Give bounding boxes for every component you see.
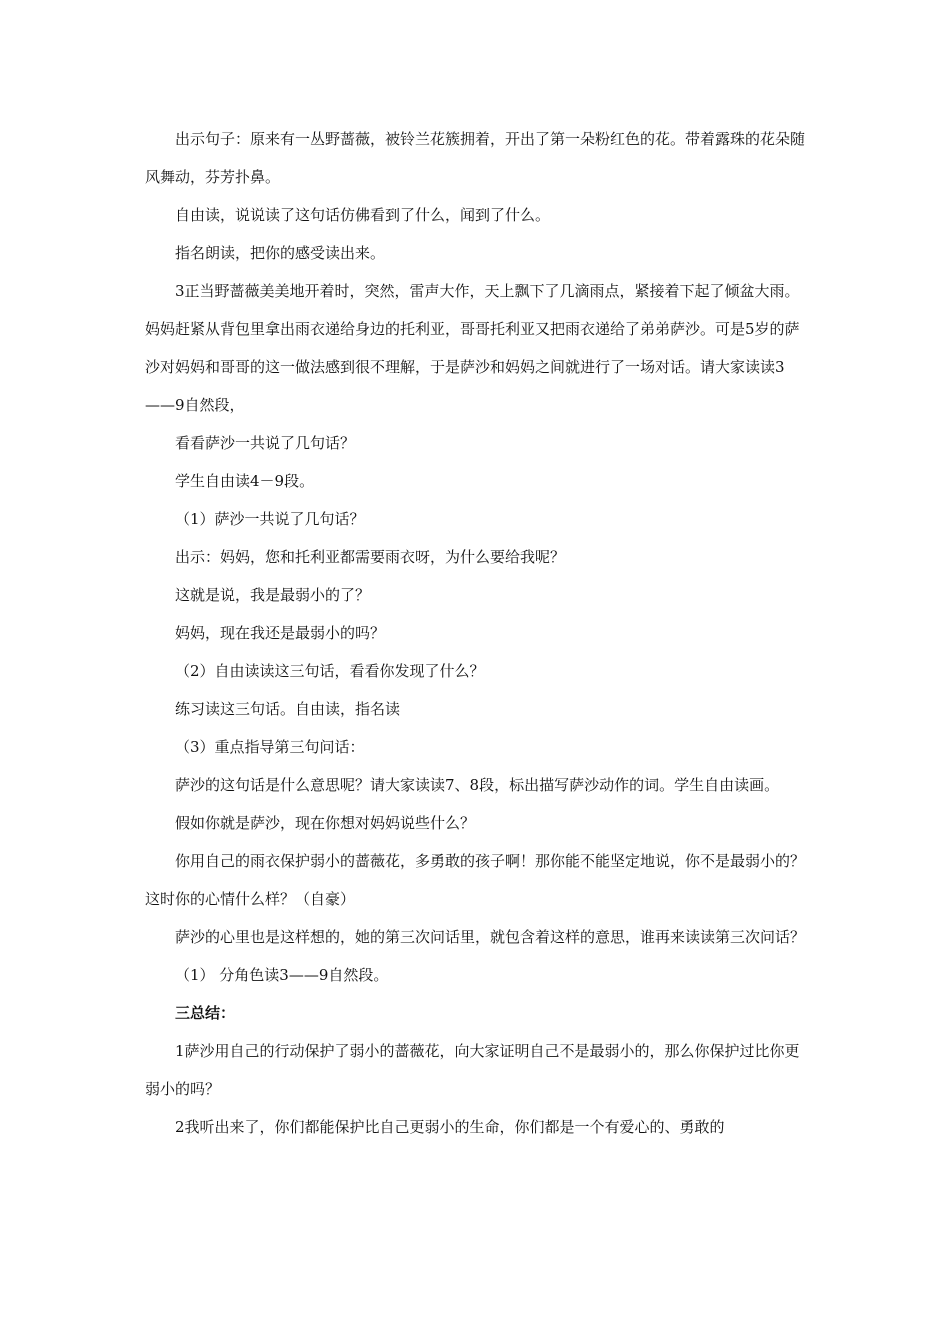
paragraph: （1） 分角色读3——9自然段。 bbox=[175, 966, 389, 984]
paragraph: 3正当野蔷薇美美地开着时，突然，雷声大作，天上飘下了几滴雨点，紧接着下起了倾盆大雨。妈妈赶紧从背包里拿出雨衣递给身边的托利亚，哥哥托利亚又把雨衣递给了弟弟萨沙。可是5岁的萨沙对妈妈和哥哥的这一做法感到很不理解，于是萨沙和妈妈之间就进行了一场对话。请大家读读3——9自然段， bbox=[145, 282, 800, 414]
paragraph: 出示：妈妈，您和托利亚都需要雨衣呀，为什么要给我呢？ bbox=[175, 548, 566, 566]
paragraph: 这就是说，我是最弱小的了？ bbox=[175, 586, 371, 604]
paragraph: 你用自己的雨衣保护弱小的蔷薇花，多勇敢的孩子啊！那你能不能坚定地说，你不是最弱小的？这时你的心情什么样？（自豪） bbox=[145, 852, 806, 908]
paragraph: 指名朗读，把你的感受读出来。 bbox=[175, 244, 386, 262]
paragraph: 练习读这三句话。自由读，指名读 bbox=[175, 700, 401, 718]
paragraph: 学生自由读4－9段。 bbox=[175, 472, 315, 490]
paragraph: 萨沙的这句话是什么意思呢？请大家读读7、8段，标出描写萨沙动作的词。学生自由读画。 bbox=[175, 776, 780, 794]
paragraph: 看看萨沙一共说了几句话？ bbox=[175, 434, 356, 452]
paragraph: 出示句子：原来有一丛野蔷薇，被铃兰花簇拥着，开出了第一朵粉红色的花。带着露珠的花朵随风舞动，芬芳扑鼻。 bbox=[145, 130, 806, 186]
paragraph: 假如你就是萨沙，现在你想对妈妈说些什么？ bbox=[175, 814, 476, 832]
paragraph: 2我听出来了，你们都能保护比自己更弱小的生命，你们都是一个有爱心的、勇敢的 bbox=[175, 1118, 725, 1136]
paragraph: （3）重点指导第三句问话： bbox=[175, 738, 365, 756]
paragraph: 萨沙的心里也是这样想的，她的第三次问话里，就包含着这样的意思，谁再来读读第三次问话？ bbox=[175, 928, 806, 946]
document-body bbox=[145, 120, 813, 1146]
paragraph: （1）萨沙一共说了几句话？ bbox=[175, 510, 365, 528]
paragraph: （2）自由读读这三句话，看看你发现了什么？ bbox=[175, 662, 485, 680]
paragraph: 自由读，说说读了这句话仿佛看到了什么，闻到了什么。 bbox=[175, 206, 551, 224]
section-heading: 三总结： bbox=[175, 1004, 236, 1022]
paragraph: 妈妈，现在我还是最弱小的吗？ bbox=[175, 624, 386, 642]
paragraph: 1萨沙用自己的行动保护了弱小的蔷薇花，向大家证明自己不是最弱小的，那么你保护过比你更弱小的吗？ bbox=[145, 1042, 800, 1098]
